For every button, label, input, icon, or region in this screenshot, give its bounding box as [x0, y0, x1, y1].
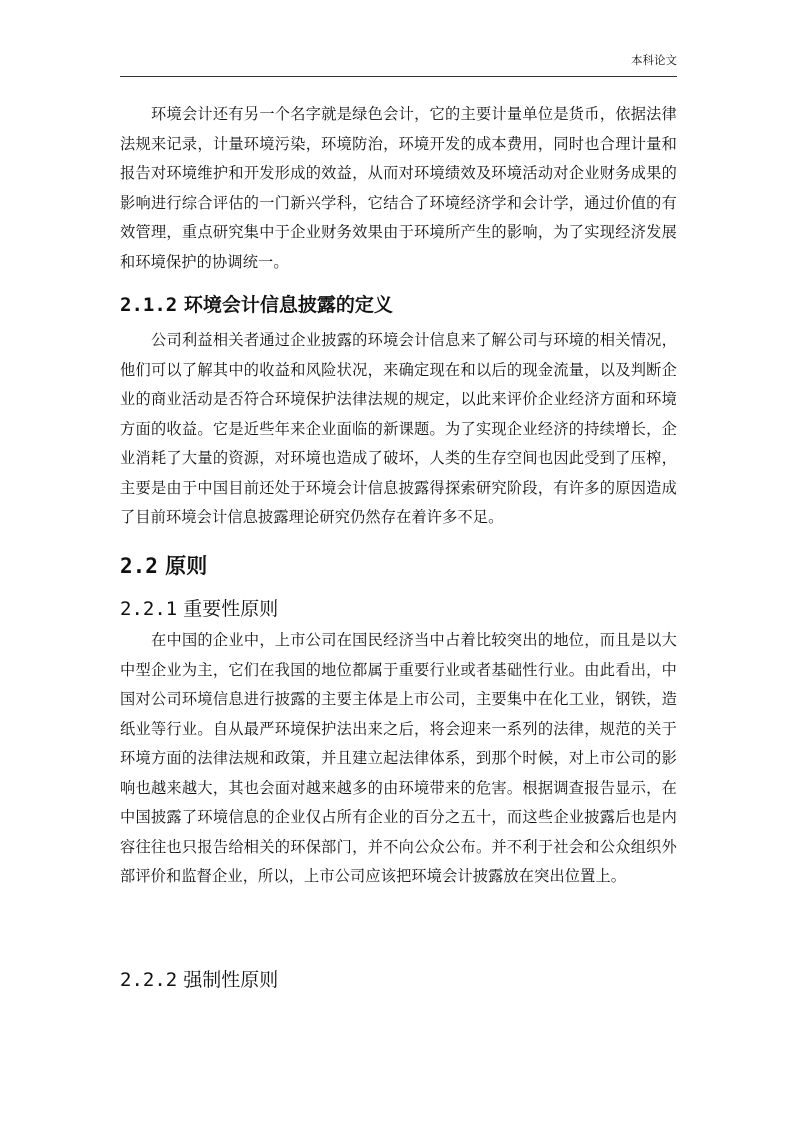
section-title: 重要性原则	[183, 598, 279, 620]
body-paragraph-3: 在中国的企业中，上市公司在国民经济当中占着比较突出的地位，而且是以大中型企业为主，它们在我国的地位都属于重要行业或者基础性行业。由此看出，中国对公司环境信息进行披露的主要主体是上市公司，主要集中在化工业，钢铁，造纸业等行业。自从最严环境保护法出来之后，将会迎来一系列的法律，规范的关于环境方面的法律法规和政策，并且建立起法律体系，到那个时候，对上市公司的影响也越来越大，其也会面对越来越多的由环境带来的危害。根据调查报告显示，在中国披露了环境信息的企业仅占所有企业的百分之五十，而这些企业披露后也是内容往往也只报告给相关的环保部门，并不向公众公布。并不利于社会和公众组织外部评价和监督企业，所以，上市公司应该把环境会计披露放在突出位置上。	[120, 631, 677, 885]
section-number: 2.1.2	[120, 294, 178, 316]
header-label: 本科论文	[631, 53, 677, 67]
body-paragraph-2: 公司利益相关者通过企业披露的环境会计信息来了解公司与环境的相关情况，他们可以了解其中的收益和风险状况，来确定现在和以后的现金流量，以及判断企业的商业活动是否符合环境保护法律法规的规定，以此来评价企业经济方面和环境方面的收益。它是近些年来企业面临的新课题。为了实现企业经济的持续增长，企业消耗了大量的资源，对环境也造成了破坏，人类的生存空间也因此受到了压榨，主要是由于中国目前还处于环境会计信息披露得探索研究阶段，有许多的原因造成了目前环境会计信息披露理论研究仍然存在着许多不足。	[120, 331, 677, 526]
section-number: 2.2	[120, 554, 158, 578]
section-heading-2-1-2	[120, 290, 393, 317]
section-number: 2.2.1	[120, 598, 178, 620]
section-heading-2-2	[120, 550, 207, 580]
section-title: 强制性原则	[183, 969, 279, 991]
header-rule	[120, 76, 677, 77]
section-title: 原则	[165, 554, 208, 578]
section-heading-2-2-1	[120, 594, 278, 621]
body-paragraph-1: 环境会计还有另一个名字就是绿色会计，它的主要计量单位是货币，依据法律法规来记录，计量环境污染，环境防治，环境开发的成本费用，同时也合理计量和报告对环境维护和开发形成的效益，从而对环境绩效及环境活动对企业财务成果的影响进行综合评估的一门新兴学科，它结合了环境经济学和会计学，通过价值的有效管理，重点研究集中于企业财务效果由于环境所产生的影响，为了实现经济发展和环境保护的协调统一。	[120, 105, 677, 271]
section-number: 2.2.2	[120, 969, 178, 991]
page-header	[120, 52, 677, 74]
section-heading-2-2-2	[120, 965, 278, 992]
section-title: 环境会计信息披露的定义	[183, 294, 393, 316]
